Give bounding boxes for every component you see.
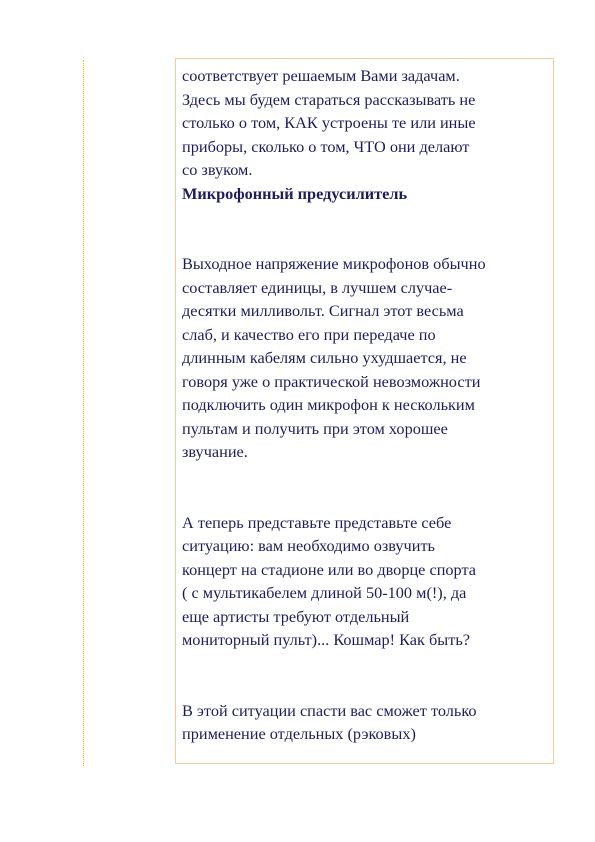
body-line: ( с мультикабелем длиной 50-100 м(!), да (182, 583, 467, 602)
intro-line: приборы, сколько о том, ЧТО они делают (182, 136, 470, 156)
body-line: длинным кабелям сильно ухудшается, не (182, 348, 467, 367)
body-line: концерт на стадионе или во дворце спорта (182, 559, 477, 579)
body-line: звучание. (182, 442, 248, 461)
body-line: составляет единицы, в лучшем случае- (182, 277, 453, 297)
spacer (182, 205, 547, 252)
body-line: слаб, и качество его при передаче по (182, 324, 436, 344)
body-line: подключить один микрофон к нескольким (182, 395, 475, 414)
body-line: десятки милливольт. Сигнал этот весьма (182, 301, 464, 320)
body-line: Выходное напряжение микрофонов обычно (182, 254, 486, 273)
text-frame (175, 58, 554, 764)
section-heading: Микрофонный предусилитель (182, 183, 408, 203)
margin-guide-line (83, 60, 84, 766)
body-line: А теперь представьте представьте себе (182, 512, 452, 532)
intro-line: со звуком. (182, 160, 253, 179)
spacer (182, 652, 547, 699)
body-line: еще артисты требуют отдельный (182, 606, 410, 626)
intro-line: столько о том, КАК устроены те или иные (182, 113, 476, 132)
spacer (182, 464, 547, 511)
body-line: пультам и получить при этом хорошее (182, 418, 448, 438)
intro-line: Здесь мы будем стараться рассказывать не (182, 89, 476, 109)
body-line: мониторный пульт)... Кошмар! Как быть? (182, 630, 470, 649)
body-line: применение отдельных (рэковых) (182, 724, 416, 743)
body-line: говоря уже о практической невозможности (182, 371, 481, 391)
body-line: ситуацию: вам необходимо озвучить (182, 536, 435, 555)
intro-line: соответствует решаемым Вами задачам. (182, 66, 460, 85)
body-line: В этой ситуации спасти вас сможет только (182, 700, 477, 720)
